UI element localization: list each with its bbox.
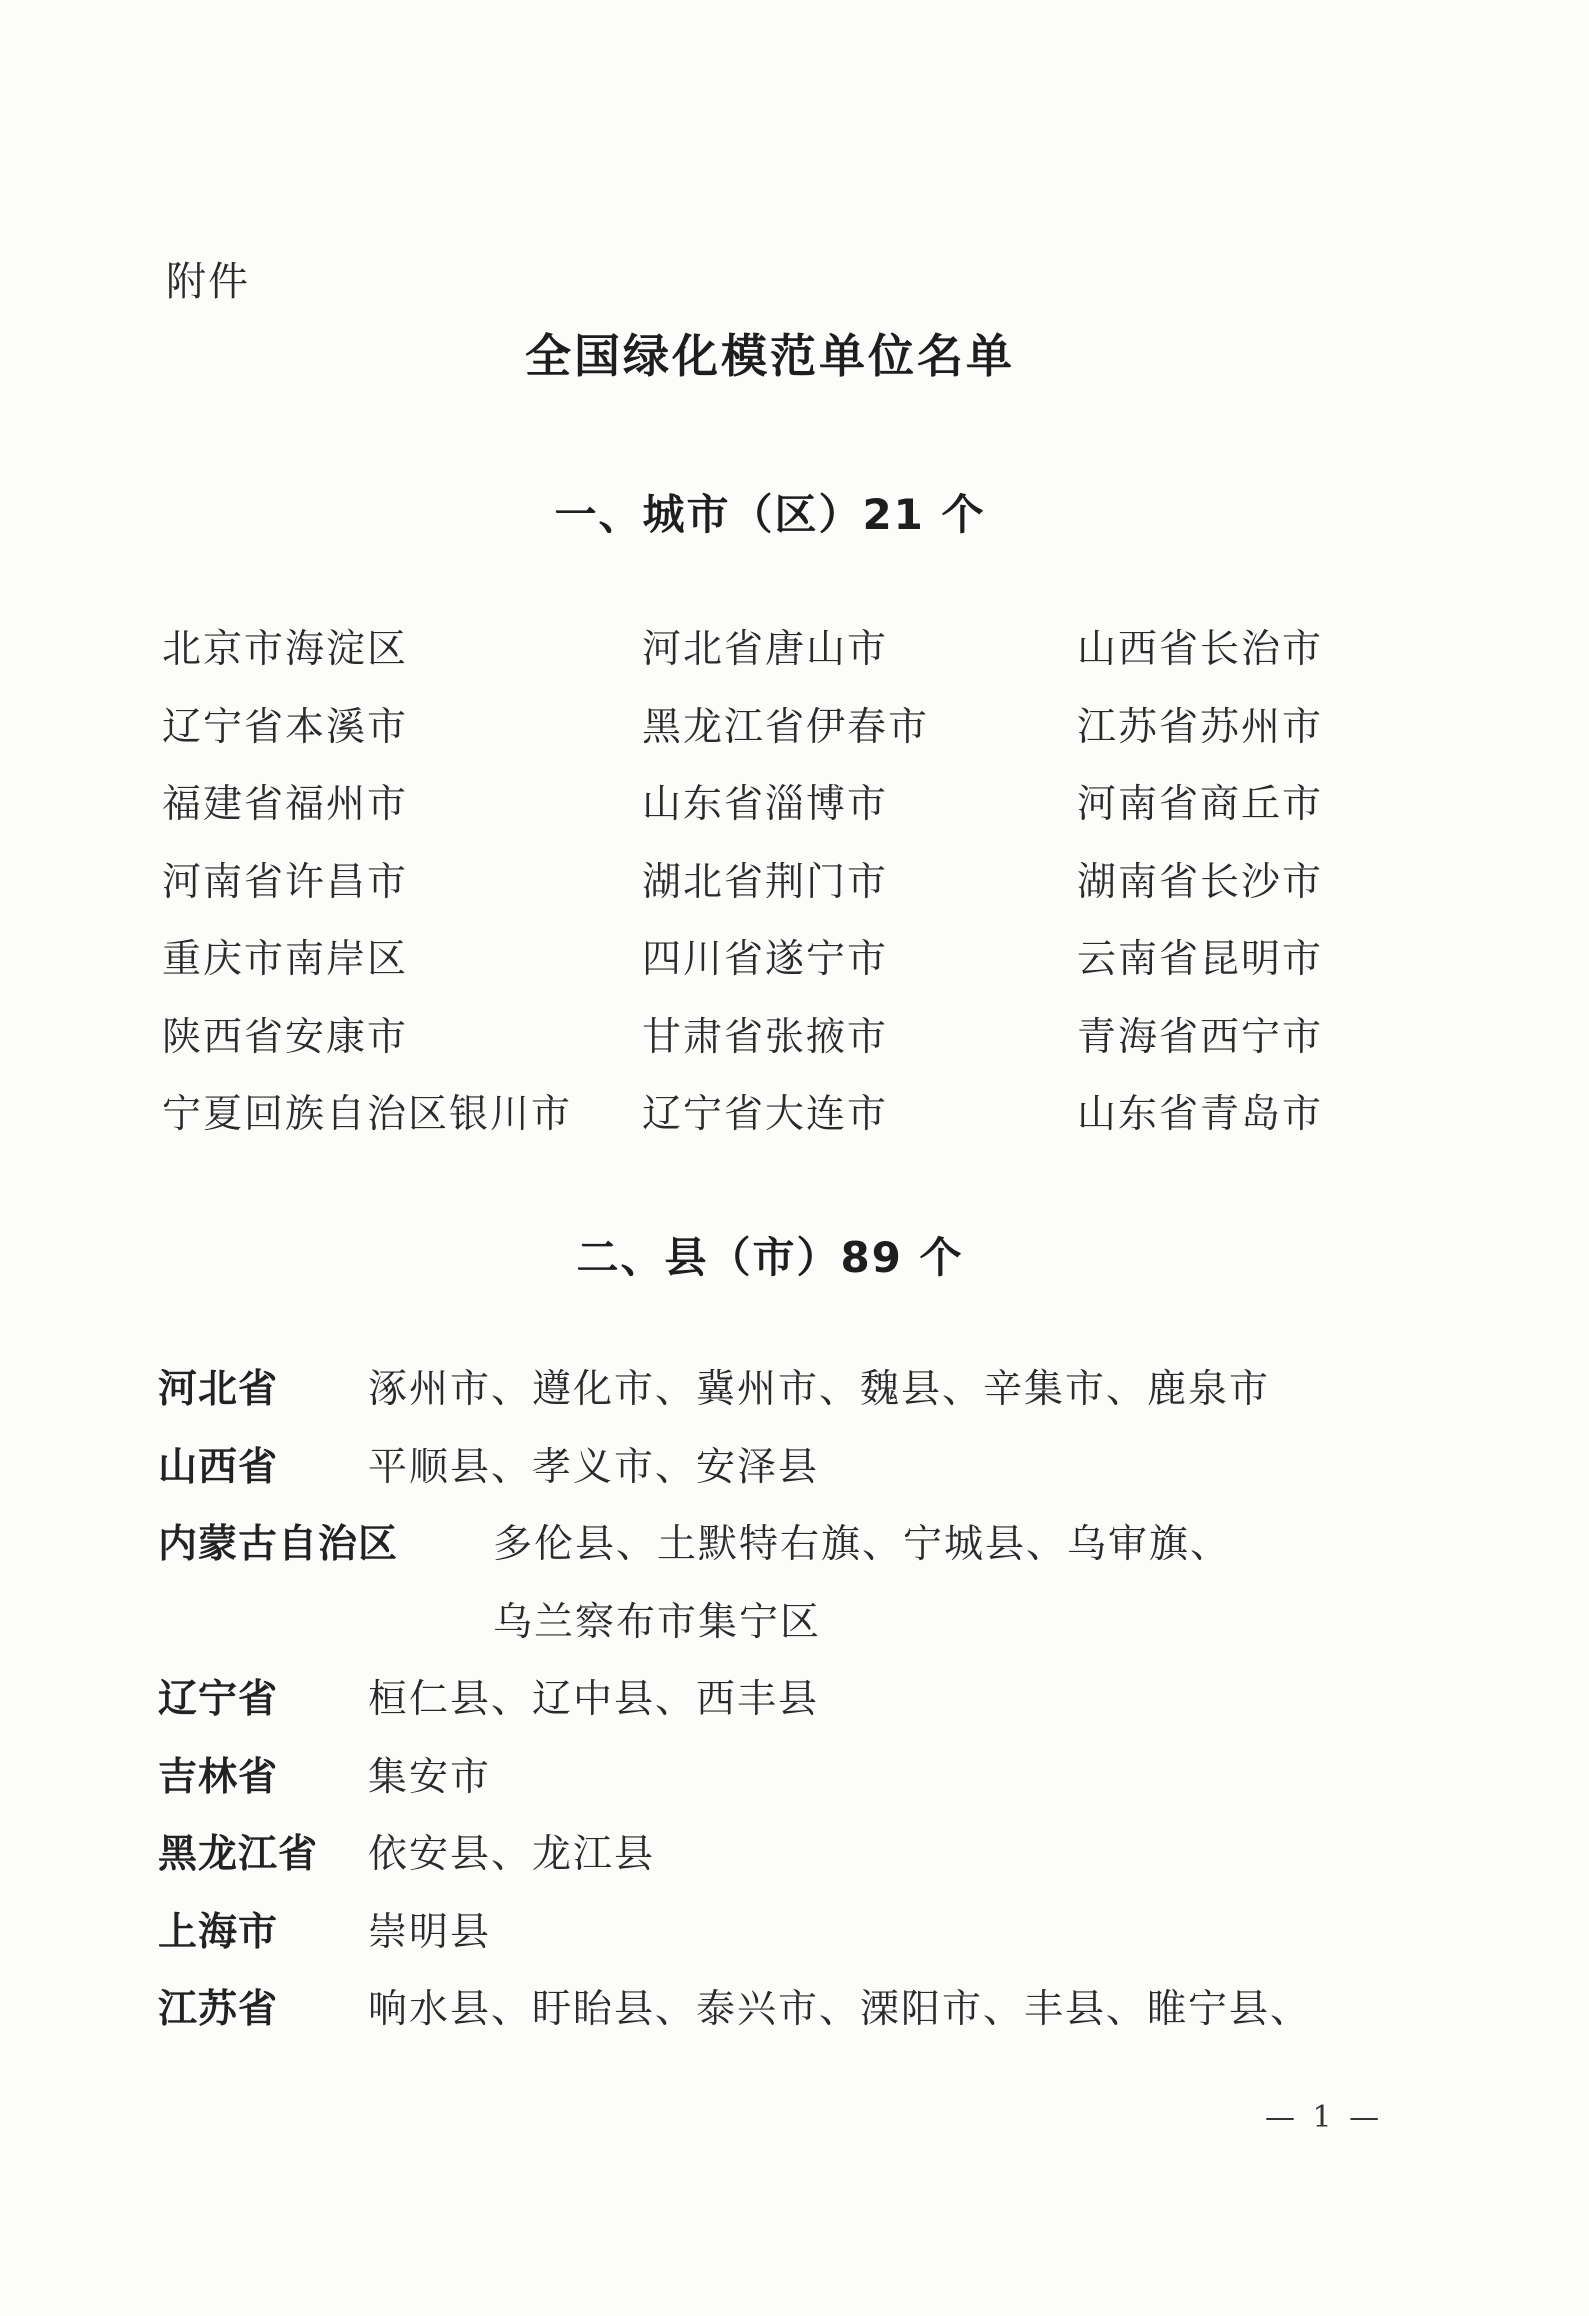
county-units: 集安市 <box>368 1754 492 1800</box>
document-title: 全国绿化模范单位名单 <box>525 329 1015 383</box>
city-item: 江苏省苏州市 <box>1077 704 1324 750</box>
province-label: 辽宁省 <box>158 1677 279 1722</box>
section1-heading: 一、城市（区）21 个 <box>554 490 986 539</box>
city-item: 黑龙江省伊春市 <box>642 704 930 750</box>
annex-label: 附件 <box>166 259 250 305</box>
city-item: 北京市海淀区 <box>162 627 409 672</box>
county-units: 乌兰察布市集宁区 <box>493 1599 822 1645</box>
county-row <box>158 1905 1358 1983</box>
county-units: 依安县、龙江县 <box>368 1832 656 1877</box>
city-item: 山东省淄博市 <box>642 782 889 827</box>
city-item: 河南省商丘市 <box>1077 782 1324 827</box>
city-item: 山西省长治市 <box>1077 627 1324 672</box>
county-row <box>158 1362 1358 1440</box>
city-list <box>162 622 1412 1165</box>
city-item: 甘肃省张掖市 <box>642 1014 889 1060</box>
city-item: 陕西省安康市 <box>162 1014 409 1060</box>
city-item: 湖南省长沙市 <box>1077 859 1324 905</box>
city-item: 山东省青岛市 <box>1077 1092 1324 1137</box>
city-item: 辽宁省大连市 <box>642 1092 889 1137</box>
county-row <box>158 1827 1358 1905</box>
county-units: 涿州市、遵化市、冀州市、魏县、辛集市、鹿泉市 <box>368 1367 1271 1412</box>
province-label: 江苏省 <box>158 1987 279 2032</box>
section2-heading: 二、县（市）89 个 <box>576 1233 964 1282</box>
city-item: 青海省西宁市 <box>1077 1014 1324 1060</box>
city-item: 河南省许昌市 <box>162 859 409 905</box>
county-row <box>158 1982 1358 2060</box>
county-units: 崇明县 <box>368 1909 492 1955</box>
city-item: 四川省遂宁市 <box>642 937 889 982</box>
county-row <box>158 1517 1358 1595</box>
city-item: 重庆市南岸区 <box>162 937 409 982</box>
province-label: 吉林省 <box>158 1754 279 1800</box>
county-row <box>158 1595 1358 1673</box>
province-label: 山西省 <box>158 1444 279 1490</box>
city-item: 湖北省荆门市 <box>642 859 889 905</box>
county-row <box>158 1672 1358 1750</box>
county-units: 多伦县、土默特右旗、宁城县、乌审旗、 <box>493 1522 1232 1567</box>
province-label: 河北省 <box>158 1367 279 1412</box>
county-list <box>158 1362 1358 2060</box>
province-label: 上海市 <box>158 1909 279 1955</box>
city-item: 河北省唐山市 <box>642 627 889 672</box>
page-number: — 1 — <box>1265 2100 1384 2135</box>
county-units: 桓仁县、辽中县、西丰县 <box>368 1677 820 1722</box>
county-units: 响水县、盱眙县、泰兴市、溧阳市、丰县、睢宁县、 <box>368 1987 1312 2032</box>
city-item: 宁夏回族自治区银川市 <box>162 1092 573 1137</box>
county-row <box>158 1750 1358 1828</box>
province-label: 内蒙古自治区 <box>158 1522 399 1567</box>
county-row <box>158 1440 1358 1518</box>
city-item: 辽宁省本溪市 <box>162 704 409 750</box>
county-units: 平顺县、孝义市、安泽县 <box>368 1444 820 1490</box>
province-label: 黑龙江省 <box>158 1832 319 1877</box>
city-item: 福建省福州市 <box>162 782 409 827</box>
city-item: 云南省昆明市 <box>1077 937 1324 982</box>
